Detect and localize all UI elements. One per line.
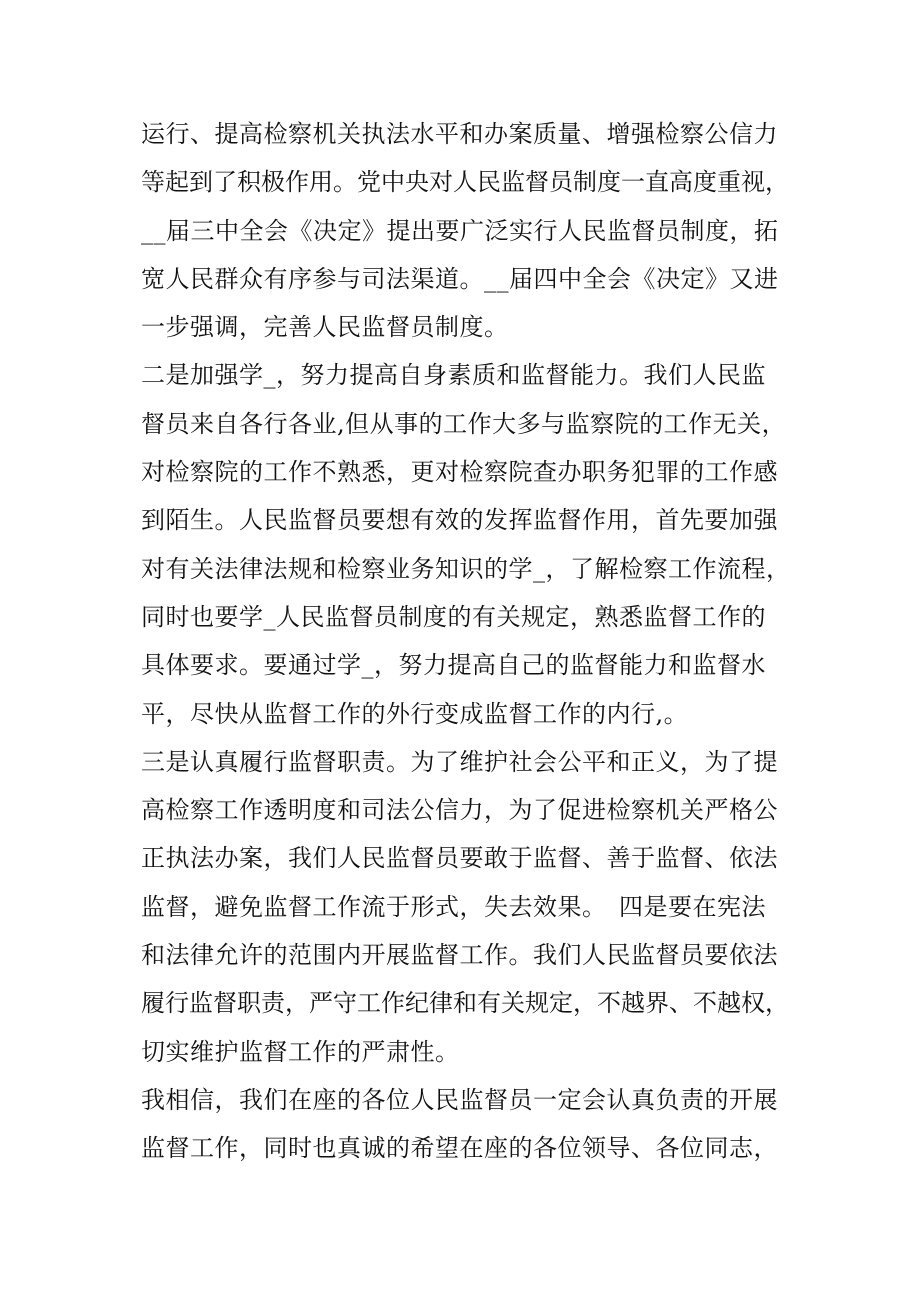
text-line: 运行、提高检察机关执法水平和办案质量、增强检察公信力 [141,120,778,148]
text-line: 一步强调，完善人民监督员制度。 [141,313,509,342]
text-line: 三是认真履行监督职责。为了维护社会公平和正义，为了提 [141,747,778,776]
text-line: 正执法办案，我们人民监督员要敢于监督、善于监督、依法 [141,844,778,873]
text-line: 监督，避免监督工作流于形式，失去效果。 四是要在宪法 [141,892,766,921]
text-line: __届三中全会《决定》提出要广泛实行人民监督员制度，拓 [141,216,779,245]
text-line: 对有关法律法规和检察业务知识的学_，了解检察工作流程， [141,554,791,583]
text-line: 和法律允许的范围内开展监督工作。我们人民监督员要依法 [141,941,778,970]
text-line: 监督工作，同时也真诚的希望在座的各位领导、各位同志， [141,1134,778,1163]
text-line: 平，尽快从监督工作的外行变成监督工作的内行,。 [141,699,689,728]
text-line: 切实维护监督工作的严肃性。 [141,1037,460,1066]
text-line: 二是加强学_，努力提高自身素质和监督能力。我们人民监 [141,361,766,390]
text-line: 督员来自各行各业,但从事的工作大多与监察院的工作无关， [141,409,787,438]
text-line: 等起到了积极作用。党中央对人民监督员制度一直高度重视， [141,168,789,197]
text-line: 高检察工作透明度和司法公信力，为了促进检察机关严格公 [141,796,778,825]
text-line: 到陌生。人民监督员要想有效的发挥监督作用，首先要加强 [141,506,778,535]
document-body [141,110,791,1173]
text-line: 履行监督职责，严守工作纪律和有关规定，不越界、不越权， [141,989,789,1018]
text-line: 具体要求。要通过学_，努力提高自己的监督能力和监督水 [141,651,766,680]
text-line: 对检察院的工作不熟悉，更对检察院查办职务犯罪的工作感 [141,458,778,487]
text-line: 我相信，我们在座的各位人民监督员一定会认真负责的开展 [141,1085,778,1114]
text-line: 宽人民群众有序参与司法渠道。__届四中全会《决定》又进 [141,264,779,293]
text-line: 同时也要学_人民监督员制度的有关规定，熟悉监督工作的 [141,602,766,631]
